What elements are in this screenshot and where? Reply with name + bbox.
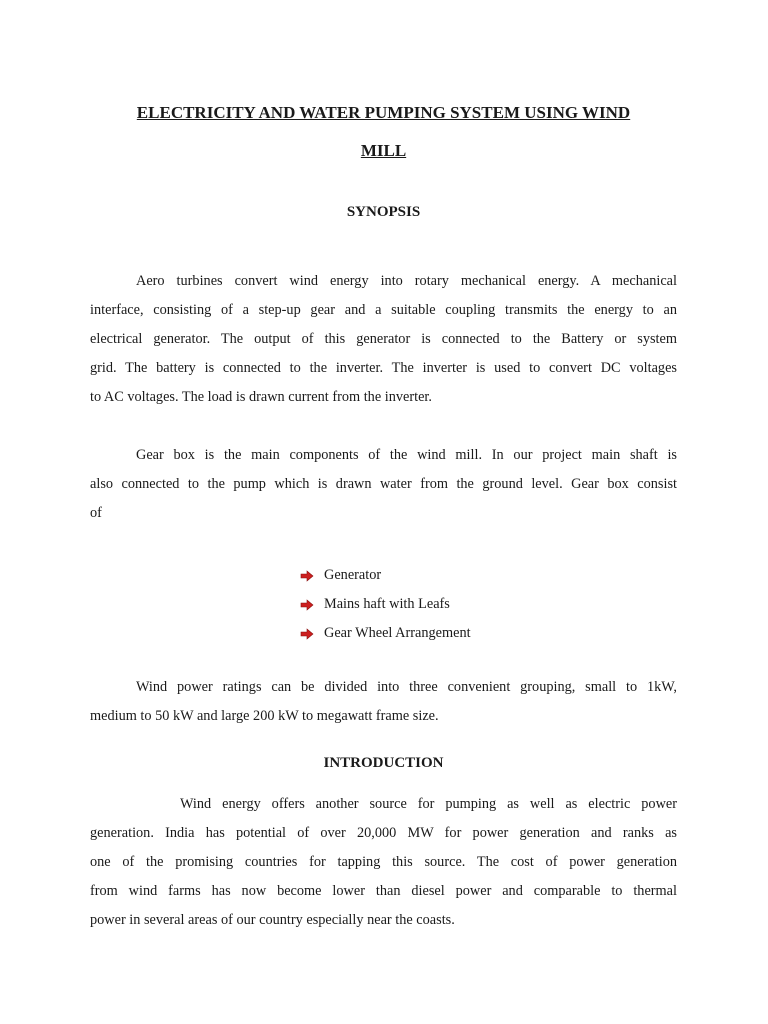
list-item-label: Gear Wheel Arrangement: [324, 625, 471, 641]
list-item: [300, 561, 471, 590]
synopsis-paragraph-3: [90, 673, 677, 731]
synopsis-paragraph-2: [90, 441, 677, 528]
introduction-heading: INTRODUCTION: [323, 755, 444, 771]
gear-box-list: [300, 561, 471, 648]
red-arrow-bullet-icon: [300, 599, 314, 611]
paragraph-line: Wind power ratings can be divided into three convenient grouping, small to 1kW,: [136, 679, 677, 695]
paragraph-line: medium to 50 kW and large 200 kW to megawatt frame size.: [90, 708, 439, 724]
synopsis-heading: SYNOPSIS: [346, 204, 421, 220]
red-arrow-bullet-icon: [300, 570, 314, 582]
paragraph-line: power in several areas of our country especially near the coasts.: [90, 912, 455, 928]
list-item: [300, 590, 471, 619]
paragraph-line: Gear box is the main components of the wind mill. In our project main shaft is: [136, 447, 677, 463]
paragraph-line: generation. India has potential of over 20,000 MW for power generation and ranks as: [90, 825, 677, 841]
paragraph-line: electrical generator. The output of this generator is connected to the Battery or system: [90, 331, 677, 347]
paragraph-line: to AC voltages. The load is drawn current from the inverter.: [90, 389, 432, 405]
list-item-label: Mains haft with Leafs: [324, 596, 450, 612]
list-item-label: Generator: [324, 567, 382, 583]
introduction-paragraph-1: [90, 790, 677, 935]
paragraph-line: Wind energy offers another source for pumping as well as electric power: [180, 796, 677, 812]
title-line-1: ELECTRICITY AND WATER PUMPING SYSTEM USING WIND: [136, 103, 631, 122]
list-item: [300, 619, 471, 648]
document-title: [90, 94, 677, 170]
paragraph-line: one of the promising countries for tapping this source. The cost of power generation: [90, 854, 677, 870]
paragraph-line: interface, consisting of a step-up gear and a suitable coupling transmits the energy to an: [90, 302, 677, 318]
paragraph-line: from wind farms has now become lower than diesel power and comparable to thermal: [90, 883, 677, 899]
paragraph-line: Aero turbines convert wind energy into rotary mechanical energy. A mechanical: [136, 273, 677, 289]
document-page: [90, 0, 677, 1024]
red-arrow-bullet-icon: [300, 628, 314, 640]
paragraph-line: grid. The battery is connected to the inverter. The inverter is used to convert DC voltages: [90, 360, 677, 376]
paragraph-line: of: [90, 505, 102, 521]
synopsis-paragraph-1: [90, 267, 677, 412]
title-line-2: MILL: [360, 141, 407, 160]
paragraph-line: also connected to the pump which is drawn water from the ground level. Gear box consist: [90, 476, 677, 492]
